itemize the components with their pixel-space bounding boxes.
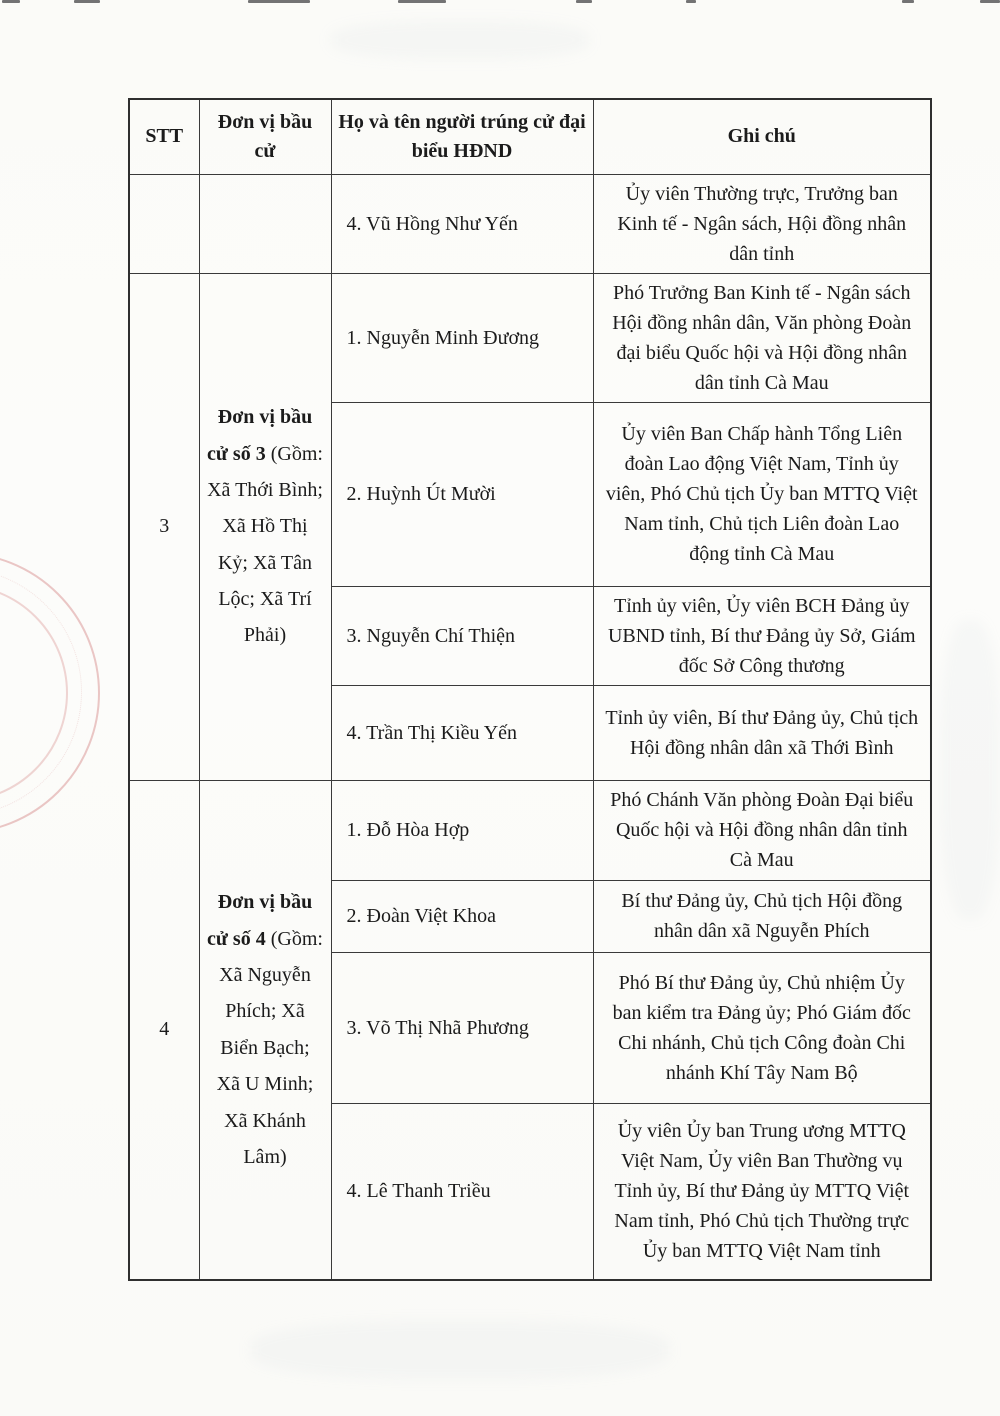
electoral-unit-title: Đơn vị bầu cử số 4 bbox=[207, 891, 313, 950]
scan-artifact bbox=[980, 0, 1000, 3]
official-seal-arc-icon bbox=[0, 584, 68, 802]
column-header-2: Họ và tên người trúng cử đại biểu HĐND bbox=[331, 99, 593, 174]
empty-stt-cell bbox=[129, 174, 199, 273]
electoral-unit-cell bbox=[199, 273, 331, 780]
electoral-unit-title: Đơn vị bầu cử số 3 bbox=[207, 406, 313, 465]
electoral-unit-cell bbox=[199, 780, 331, 1280]
scan-artifact bbox=[74, 0, 100, 3]
note-cell: Ủy viên Ủy ban Trung ương MTTQ Việt Nam, Ủy viên Ban Thường vụ Tỉnh ủy, Bí thư Đảng ủy MTTQ Việt Nam tỉnh, Phó Chủ tịch Thường trực Ủy ban MTTQ Việt Nam tỉnh bbox=[593, 1103, 931, 1280]
table-row bbox=[129, 273, 931, 402]
table-row bbox=[129, 780, 931, 880]
column-header-0: STT bbox=[129, 99, 199, 174]
delegate-name-cell: 4. Lê Thanh Triều bbox=[331, 1103, 593, 1280]
table-row bbox=[129, 174, 931, 273]
scan-smudge bbox=[330, 20, 590, 60]
official-seal-arc-icon bbox=[0, 552, 100, 834]
scan-artifact bbox=[398, 0, 446, 3]
note-cell: Ủy viên Thường trực, Trưởng ban Kinh tế - Ngân sách, Hội đồng nhân dân tỉnh bbox=[593, 174, 931, 273]
official-seal-arc-icon bbox=[0, 568, 82, 816]
header-row bbox=[129, 99, 931, 174]
electoral-unit-communes: (Gồm: Xã Nguyễn Phích; Xã Biển Bạch; Xã U Minh; Xã Khánh Lâm) bbox=[216, 927, 323, 1168]
scan-artifact bbox=[902, 0, 914, 3]
table-header bbox=[129, 99, 931, 174]
results-table bbox=[128, 98, 932, 1281]
delegate-name-cell: 4. Trần Thị Kiều Yến bbox=[331, 685, 593, 780]
stt-cell: 4 bbox=[129, 780, 199, 1280]
stt-cell: 3 bbox=[129, 273, 199, 780]
note-cell: Phó Trưởng Ban Kinh tế - Ngân sách Hội đồng nhân dân, Văn phòng Đoàn đại biểu Quốc hội và Hội đồng nhân dân tỉnh Cà Mau bbox=[593, 273, 931, 402]
scan-artifact bbox=[248, 0, 310, 3]
scan-smudge bbox=[250, 1320, 670, 1380]
delegate-name-cell: 2. Đoàn Việt Khoa bbox=[331, 880, 593, 952]
column-header-3: Ghi chú bbox=[593, 99, 931, 174]
delegate-name-cell: 3. Nguyễn Chí Thiện bbox=[331, 586, 593, 685]
column-header-1: Đơn vị bầu cử bbox=[199, 99, 331, 174]
scan-artifact bbox=[576, 0, 592, 3]
note-cell: Tỉnh ủy viên, Ủy viên BCH Đảng ủy UBND tỉnh, Bí thư Đảng ủy Sở, Giám đốc Sở Công thương bbox=[593, 586, 931, 685]
delegate-name-cell: 1. Nguyễn Minh Đương bbox=[331, 273, 593, 402]
scan-artifact bbox=[2, 0, 20, 3]
delegate-name-cell: 2. Huỳnh Út Mười bbox=[331, 402, 593, 586]
delegate-name-cell: 4. Vũ Hồng Như Yến bbox=[331, 174, 593, 273]
delegate-name-cell: 1. Đỗ Hòa Hợp bbox=[331, 780, 593, 880]
empty-unit-cell bbox=[199, 174, 331, 273]
delegate-name-cell: 3. Võ Thị Nhã Phương bbox=[331, 952, 593, 1103]
table-body bbox=[129, 174, 931, 1280]
electoral-unit-communes: (Gồm: Xã Thới Bình; Xã Hồ Thị Kỷ; Xã Tân Lộc; Xã Trí Phải) bbox=[207, 442, 323, 647]
note-cell: Bí thư Đảng ủy, Chủ tịch Hội đồng nhân dân xã Nguyễn Phích bbox=[593, 880, 931, 952]
scan-artifact bbox=[686, 0, 696, 3]
note-cell: Tỉnh ủy viên, Bí thư Đảng ủy, Chủ tịch Hội đồng nhân dân xã Thới Bình bbox=[593, 685, 931, 780]
note-cell: Ủy viên Ban Chấp hành Tổng Liên đoàn Lao động Việt Nam, Tỉnh ủy viên, Phó Chủ tịch Ủy ban MTTQ Việt Nam tỉnh, Chủ tịch Liên đoàn Lao động tỉnh Cà Mau bbox=[593, 402, 931, 586]
note-cell: Phó Chánh Văn phòng Đoàn Đại biểu Quốc hội và Hội đồng nhân dân tỉnh Cà Mau bbox=[593, 780, 931, 880]
note-cell: Phó Bí thư Đảng ủy, Chủ nhiệm Ủy ban kiểm tra Đảng ủy; Phó Giám đốc Chi nhánh, Chủ tịch Công đoàn Chi nhánh Khí Tây Nam Bộ bbox=[593, 952, 931, 1103]
scan-smudge bbox=[940, 620, 1000, 920]
